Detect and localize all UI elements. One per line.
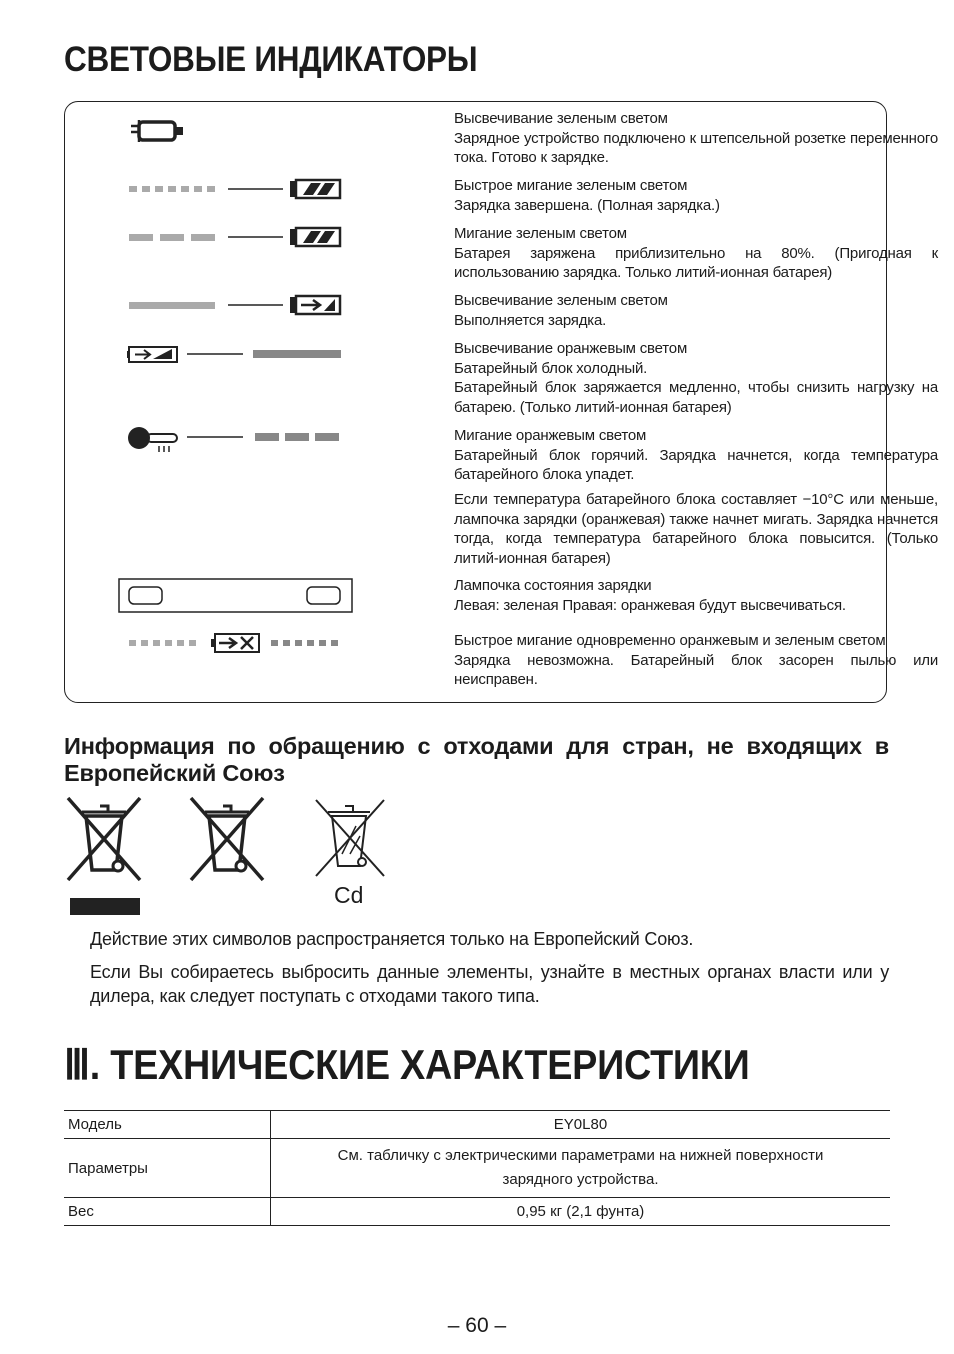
fast-blink-full-battery-icon: [125, 178, 345, 200]
crossed-bin-bar-icon: [62, 794, 146, 918]
waste-paragraph-1: Действие этих символов распространяется только на Европейский Союз.: [90, 929, 694, 949]
waste-title: Информация по обращению с отходами для стран, не входящих в Европейский Союз: [64, 733, 889, 786]
page-number: – 60 –: [447, 1314, 507, 1337]
indicator-row: Высвечивание зеленым светом Зарядное устройство подключено к штепсельной розетке переменного тока. Готово к зарядке.: [454, 110, 938, 166]
spec-label: Модель: [64, 1111, 271, 1139]
indicator-row: Мигание зеленым светом Батарея заряжена приблизительно на 80%. (Пригодная к использованию зарядка. Только литий-ионная батарея): [454, 225, 938, 281]
indicator-row: Лампочка состояния зарядки Левая: зеленая Правая: оранжевая будут высвечиваться.: [454, 577, 846, 614]
charging-error-icon: [125, 631, 345, 655]
spec-value: EY0L80: [271, 1111, 891, 1139]
indicator-row: Быстрое мигание одновременно оранжевым и зеленым светом Зарядка невозможна. Батарейный блок засорен пылью или неисправен.: [454, 632, 938, 688]
indicator-row: Высвечивание оранжевым светом Батарейный блок холодный. Батарейный блок заряжается медленно, чтобы снизить нагрузку на батарею. (Только литий-ионная батарея): [454, 340, 938, 416]
table-row: [64, 1111, 890, 1139]
indicator-row: Мигание оранжевым светом Батарейный блок горячий. Зарядка начнется, когда температура батарейного блока упадет.: [454, 427, 938, 483]
indicator-row: Высвечивание зеленым светом Выполняется зарядка.: [454, 292, 668, 329]
table-row: [64, 1139, 890, 1198]
lights-title: СВЕТОВЫЕ ИНДИКАТОРЫ: [64, 40, 478, 79]
spec-label: Вес: [64, 1198, 271, 1226]
cd-label: Cd: [334, 882, 364, 908]
spec-value: 0,95 кг (2,1 фунта): [271, 1198, 891, 1226]
specs-title: Ⅲ. ТЕХНИЧЕСКИЕ ХАРАКТЕРИСТИКИ: [64, 1041, 750, 1088]
cold-battery-icon: [127, 342, 347, 366]
indicator-row: Если температура батарейного блока составляет −10°С или меньше, лампочка зарядки (оранжевая) также начнет мигать. Зарядка начнется тогда, когда температура батарейного блока повысится. (Только литий-ионная батарея): [454, 491, 938, 567]
charge-status-lamps-icon: [118, 578, 354, 614]
blink-80-battery-icon: [125, 226, 345, 248]
ac-plug-icon: [129, 112, 189, 146]
table-row: [64, 1198, 890, 1226]
charging-battery-icon: [125, 294, 345, 316]
spec-label: Параметры: [64, 1139, 271, 1198]
crossed-bin-cd-icon: [310, 796, 390, 880]
indicator-row: Быстрое мигание зеленым светом Зарядка завершена. (Полная зарядка.): [454, 177, 720, 214]
spec-value: См. табличку с электрическими параметрами на нижней поверхности зарядного устройства.: [271, 1139, 891, 1198]
crossed-bin-icon: [185, 794, 269, 886]
specs-table: [64, 1110, 890, 1226]
indicator-panel: [64, 101, 938, 703]
hot-battery-thermometer-icon: [127, 424, 347, 454]
waste-paragraph-2: Если Вы собираетесь выбросить данные элементы, узнайте в местных органах власти или у дилера, как следует поступать с отходами такого типа.: [90, 962, 889, 1006]
